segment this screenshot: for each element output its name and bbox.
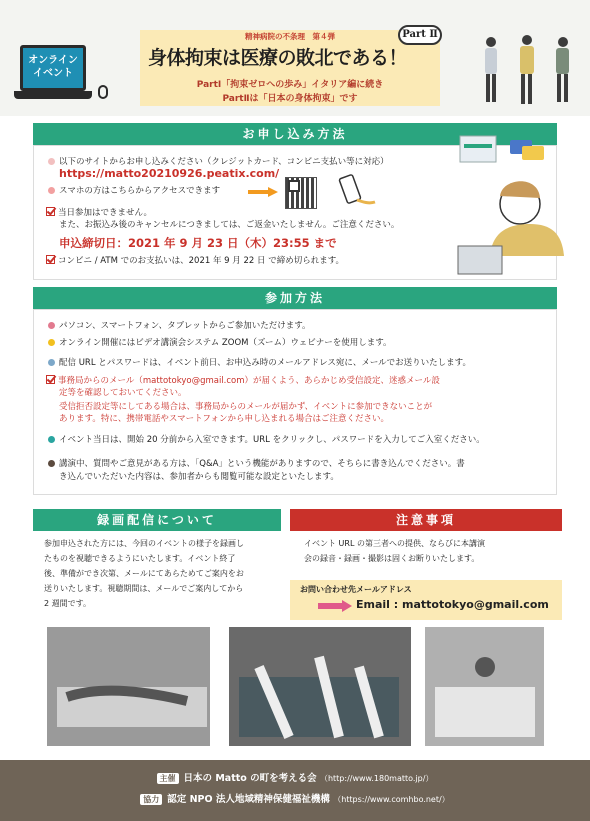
notice-l1: イベント URL の第三者への提供、ならびに本講演 bbox=[304, 539, 485, 548]
join-item4b: 定等を確認しておいてください。 bbox=[59, 388, 187, 398]
join-item3-text: 配信 URL とパスワードは、イベント前日、お申込み時のメールアドレス宛に、メールでお送りいたします。 bbox=[59, 358, 471, 368]
apply-line1-text: 以下のサイトからお申し込みください（クレジットカード、コンビニ支払い等に対応） bbox=[59, 157, 389, 167]
organizer-tag: 主催 bbox=[157, 773, 179, 784]
cooperation-url[interactable]: （https://www.comhbo.net/） bbox=[333, 795, 450, 804]
subtitle-2: PartⅡは「日本の身体拘束」です bbox=[222, 94, 358, 104]
organizer-url[interactable]: （http://www.180matto.jp/） bbox=[319, 774, 434, 783]
notice-l2: 会の録音・録画・撮影は固くお断りいたします。 bbox=[304, 554, 480, 563]
smartphone-text: スマホの方はこちらからアクセスできます bbox=[59, 186, 221, 196]
photo-restraint-bed-1 bbox=[47, 627, 210, 746]
note1-text: 当日参加はできません。 bbox=[58, 208, 153, 218]
note-line3 bbox=[46, 255, 344, 267]
join-item3 bbox=[48, 357, 471, 369]
recording-l3: 後、準備ができ次第、メールにてあらためてご案内をお bbox=[44, 569, 244, 578]
photo-restraint-bed-2 bbox=[425, 627, 544, 746]
join-item2-text: オンライン開催にはビデオ講演会システム ZOOM（ズーム）ウェビナーを使用します。 bbox=[59, 338, 392, 348]
walking-people-illustration bbox=[475, 32, 580, 110]
join-heading: 参加方法 bbox=[33, 287, 557, 309]
cooperation-name: 認定 NPO 法人地域精神保健福祉機構 bbox=[167, 794, 330, 805]
part-badge: Part Ⅱ bbox=[398, 25, 442, 45]
person-laptop-illustration bbox=[450, 126, 570, 286]
organizer-name: 日本の Matto の町を考える会 bbox=[183, 773, 317, 784]
contact-email[interactable]: Email : mattotokyo@gmail.com bbox=[356, 598, 549, 611]
join-item2 bbox=[48, 337, 392, 349]
arrow-right-icon bbox=[248, 187, 278, 197]
footer-row-cooperation bbox=[0, 791, 590, 805]
recording-l1: 参加申込された方には、今回のイベントの様子を録画し bbox=[44, 539, 244, 548]
smartphone-hand-icon bbox=[335, 172, 379, 210]
join-item6a-text: 講演中、質問やご意見がある方は、「Q&A」という機能がありますので、そちらに書き込んでください。書 bbox=[59, 459, 465, 469]
recording-l4: 送りいたします。視聴期間は、メールでご案内してから bbox=[44, 584, 244, 593]
join-item5 bbox=[48, 434, 485, 446]
note-line1 bbox=[46, 207, 152, 219]
join-item4a-text: 事務局からのメール（mattotokyo@gmail.com）が届くよう、あらかじめ受信設定、迷惑メール設 bbox=[58, 376, 440, 386]
checkbox-icon bbox=[46, 255, 55, 264]
series-label: 精神病院の不条理 第４弾 bbox=[245, 32, 335, 41]
apply-url-link[interactable]: https://matto20210926.peatix.com/ bbox=[59, 167, 280, 180]
smartphone-line bbox=[48, 185, 220, 197]
join-item4d: あります。特に、携帯電話やスマートフォンから申し込まれる場合はご注意ください。 bbox=[59, 414, 389, 424]
badge-line1: オンライン bbox=[28, 55, 78, 66]
apply-heading: お申し込み方法 bbox=[33, 123, 557, 145]
recording-heading: 録画配信について bbox=[33, 509, 281, 531]
keyboard-icon bbox=[14, 91, 92, 99]
deadline-text: 申込締切日：2021 年 9 月 23 日（木）23:55 まで bbox=[59, 236, 337, 250]
join-item1-text: パソコン、スマートフォン、タブレットからご参加いただけます。 bbox=[59, 321, 311, 331]
contact-label: お問い合わせ先メールアドレス bbox=[300, 585, 412, 594]
mouse-icon bbox=[98, 85, 108, 99]
recording-l5: 2 週間です。 bbox=[44, 599, 91, 608]
note-line2: また、お振込み後のキャンセルにつきましては、ご返金いたしません。ご注意ください。 bbox=[59, 220, 400, 230]
join-item6b: き込んでいただいた内容は、参加者からも閲覧可能な設定といたします。 bbox=[59, 472, 339, 482]
cooperation-tag: 協力 bbox=[140, 794, 162, 805]
join-item5-text: イベント当日は、開始 20 分前から入室できます。URL をクリックし、パスワードを入力してご入室ください。 bbox=[59, 435, 485, 445]
join-item4c: 受信拒否設定等にしてある場合は、事務局からのメールが届かず、イベントに参加できないことが bbox=[59, 402, 433, 412]
footer bbox=[0, 760, 590, 821]
badge-line2: イベント bbox=[33, 68, 73, 79]
note3-text: コンビニ / ATM でのお支払いは、2021 年 9 月 22 日 で締め切られます。 bbox=[58, 256, 345, 266]
online-event-badge bbox=[20, 45, 106, 101]
checkbox-icon bbox=[46, 375, 55, 384]
join-item6a bbox=[48, 458, 465, 470]
arrow-right-icon bbox=[318, 600, 352, 612]
join-item4a bbox=[46, 375, 440, 387]
qr-code-icon[interactable] bbox=[285, 177, 317, 209]
subtitle-1: PartⅠ「拘束ゼロへの歩み」イタリア編に続き bbox=[196, 80, 384, 90]
checkbox-icon bbox=[46, 207, 55, 216]
footer-row-organizer bbox=[0, 770, 590, 784]
photo-restraint-belts bbox=[229, 627, 411, 746]
monitor-icon bbox=[20, 45, 86, 91]
main-title: 身体拘束は医療の敗北である！ bbox=[147, 47, 407, 69]
join-item1 bbox=[48, 320, 311, 332]
notice-heading: 注意事項 bbox=[290, 509, 562, 531]
recording-l2: たものを視聴できるようにいたします。イベント終了 bbox=[44, 554, 236, 563]
